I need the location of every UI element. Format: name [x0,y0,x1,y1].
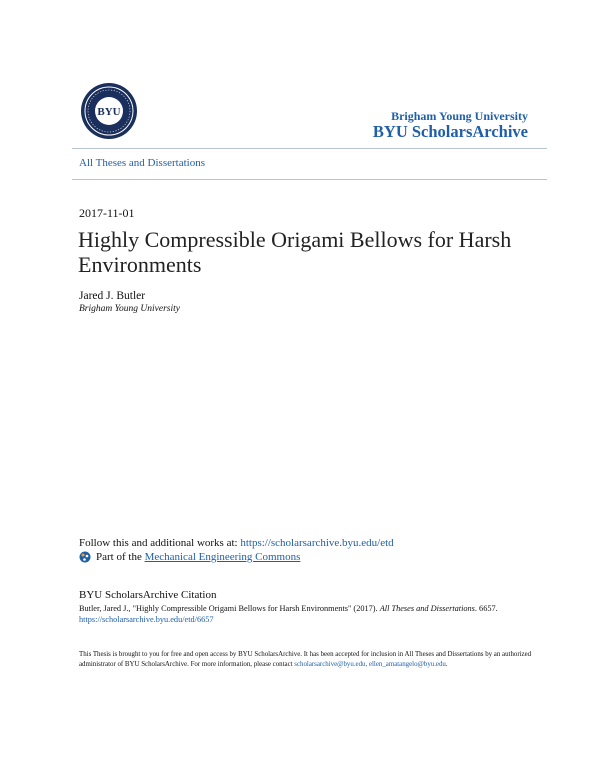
collection-link[interactable]: All Theses and Dissertations [79,157,205,169]
mechanical-engineering-commons-link[interactable]: Mechanical Engineering Commons [144,551,301,563]
citation-body [79,603,539,625]
brand-block [373,109,528,141]
document-title: Highly Compressible Origami Bellows for Harsh Environments [78,227,512,277]
notice-text: This Thesis is brought to you for free and open access by BYU ScholarsArchive. It has been accepted for inclusion in All Theses and Dissertations by an authorized administrator of BYU ScholarsArchive. For more information, please contact [79,651,532,668]
archive-name[interactable]: BYU ScholarsArchive [372,122,528,141]
part-of-line [79,551,300,563]
university-name: Brigham Young University [391,109,528,123]
header-divider [72,148,547,149]
citation-number: . 6657. [474,604,498,613]
collection-divider [72,179,547,180]
notice-end: . [445,661,448,668]
citation-heading: BYU ScholarsArchive Citation [79,589,217,601]
contact-email-link[interactable]: scholarsarchive@byu.edu, ellen_amatangelo@byu.edu [294,661,446,668]
follow-link[interactable]: https://scholarsarchive.byu.edu/etd [240,537,394,549]
author-affiliation: Brigham Young University [79,304,180,314]
network-commons-icon [79,551,91,563]
publication-date: 2017-11-01 [79,206,135,220]
author-name: Jared J. Butler [79,290,146,302]
part-of-prefix: Part of the [96,551,145,563]
citation-text: Butler, Jared J., "Highly Compressible Origami Bellows for Harsh Environments" (2017). [79,604,380,613]
follow-line [79,537,394,549]
citation-link[interactable]: https://scholarsarchive.byu.edu/etd/6657 [79,615,214,624]
follow-text: Follow this and additional works at: [79,537,241,549]
access-notice [79,650,534,670]
citation-series: All Theses and Dissertations [379,604,475,613]
seal-label: BYU [97,106,121,118]
byu-seal-icon [80,82,138,140]
